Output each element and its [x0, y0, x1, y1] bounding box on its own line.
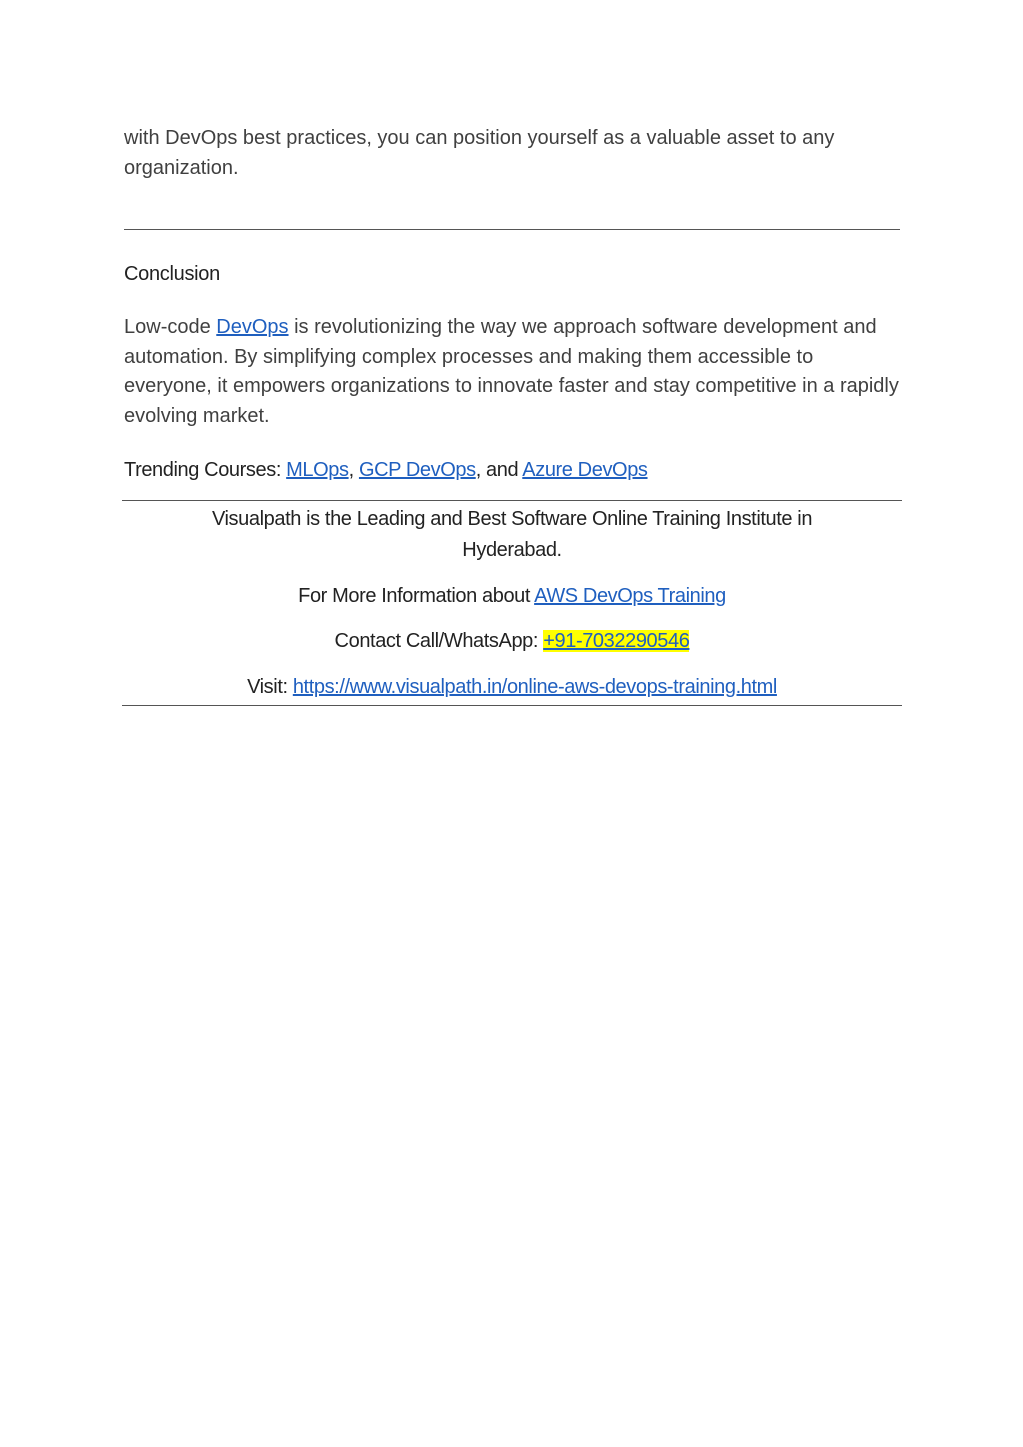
- visit-line: [122, 672, 902, 703]
- conclusion-text: is revolutionizing the way we approach software development and automation. By simplifying complex processes and making them accessible to everyone, it empowers organizations to innovate faster and stay competitive in a rapidly evolving market.: [124, 316, 899, 427]
- conclusion-prefix: Low-code: [124, 316, 217, 338]
- gcp-devops-link[interactable]: GCP DevOps: [358, 459, 476, 481]
- conclusion-heading: Conclusion: [124, 263, 220, 285]
- trending-label: Trending Courses:: [124, 459, 287, 481]
- azure-devops-link[interactable]: Azure DevOps: [522, 459, 648, 481]
- more-info-label: For More Information about: [298, 585, 535, 607]
- mlops-link[interactable]: MLOps: [286, 459, 349, 481]
- more-info-line: [122, 581, 902, 612]
- phone-link[interactable]: +91-7032290546: [543, 630, 690, 652]
- conclusion-paragraph: [124, 313, 900, 431]
- intro-paragraph: with DevOps best practices, you can position yourself as a valuable asset to any organization.: [124, 127, 835, 179]
- horizontal-divider: [124, 229, 900, 230]
- contact-label: Contact Call/WhatsApp:: [334, 630, 544, 652]
- trending-separator-2: , and: [475, 459, 523, 481]
- contact-line: [122, 626, 902, 657]
- website-link[interactable]: https://www.visualpath.in/online-aws-devops-training.html: [292, 676, 777, 698]
- trending-separator-1: ,: [348, 459, 359, 481]
- trending-courses: [124, 455, 648, 485]
- contact-box: [122, 500, 902, 706]
- visit-label: Visit:: [247, 676, 293, 698]
- devops-link[interactable]: DevOps: [216, 316, 289, 338]
- institute-tagline: Visualpath is the Leading and Best Software Online Training Institute in Hyderabad.: [211, 508, 813, 561]
- aws-devops-training-link[interactable]: AWS DevOps Training: [534, 585, 726, 607]
